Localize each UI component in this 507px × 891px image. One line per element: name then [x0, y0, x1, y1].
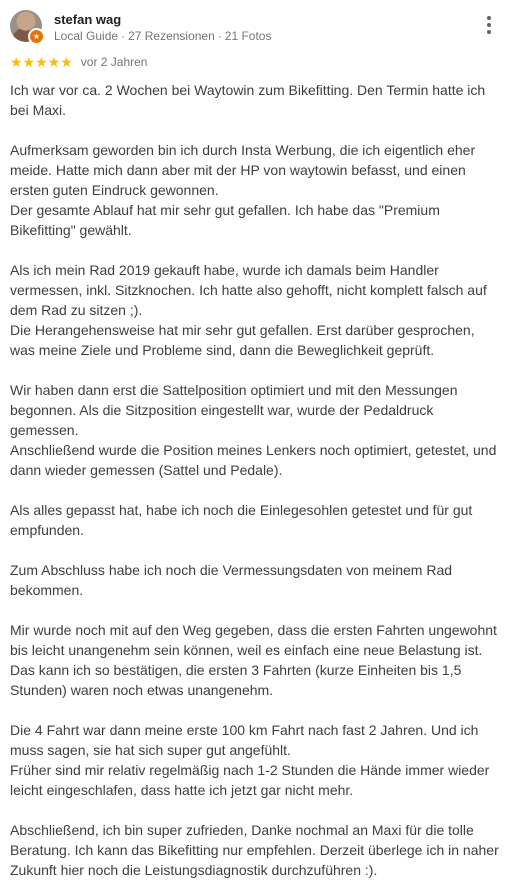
review-line: Als ich mein Rad 2019 gekauft habe, wurde ich damals beim Handler vermessen, inkl. Sitzknochen. Ich hatte also gehofft, nicht komplett falsch auf dem Rad zu sitzen ;).	[10, 262, 487, 318]
review-line: Zum Abschluss habe ich noch die Vermessungsdaten von meinem Rad bekommen.	[10, 562, 453, 598]
reviewer-review-count: 27 Rezensionen	[128, 29, 215, 43]
meta-separator: ·	[121, 29, 126, 43]
review-paragraph	[10, 80, 503, 120]
review-line: Anschließend wurde die Position meines Lenkers noch optimiert, getestet, und dann wieder gemessen (Sattel und Pedale).	[10, 442, 497, 478]
review-line: Wir haben dann erst die Sattelposition optimiert und mit den Messungen begonnen. Als die Sitzposition eingestellt war, wurde der Pedaldruck gemessen.	[10, 382, 458, 438]
review-paragraph	[10, 500, 503, 540]
reviewer-name[interactable]: stefan wag	[54, 12, 122, 27]
review-paragraph	[10, 720, 503, 800]
review-paragraph	[10, 820, 503, 880]
review-line: Die 4 Fahrt war dann meine erste 100 km Fahrt nach fast 2 Jahren. Und ich muss sagen, sie hat sich super gut angefühlt.	[10, 722, 479, 758]
local-guide-badge-icon: ★	[28, 28, 45, 45]
review-rating	[10, 54, 147, 70]
review-line: Mir wurde noch mit auf den Weg gegeben, dass die ersten Fahrten ungewohnt bis leicht unangenehm sein können, weil es einfach eine neue Belastung ist.	[10, 622, 497, 658]
review-paragraph	[10, 140, 503, 240]
reviewer-avatar[interactable]	[10, 10, 42, 42]
review-line: Das kann ich so bestätigen, die ersten 3 Fahrten (kurze Einheiten bis 1,5 Stunden) waren noch etwas unangenehm.	[10, 662, 462, 698]
review-line: Früher sind mir relativ regelmäßig nach 1-2 Stunden die Hände immer wieder leicht eingeschlafen, dass hatte ich jetzt gar nicht mehr.	[10, 762, 490, 798]
reviewer-meta	[54, 29, 271, 43]
review-text	[10, 80, 503, 880]
review-paragraph	[10, 560, 503, 600]
review-line: Der gesamte Ablauf hat mir sehr gut gefallen. Ich habe das "Premium Bikefitting" gewählt.	[10, 202, 440, 238]
review-paragraph	[10, 380, 503, 480]
star-rating-icon: ★★★★★	[10, 54, 73, 70]
reviewer-photo-count: 21 Fotos	[224, 29, 272, 43]
review-line: Abschließend, ich bin super zufrieden, Danke nochmal an Maxi für die tolle Beratung. Ich kann das Bikefitting nur empfehlen. Derzeit überlege ich in naher Zukunft hier noch die Leistungsdiagnostik durchzuführen :).	[10, 822, 499, 878]
review-line: Ich war vor ca. 2 Wochen bei Waytowin zum Bikefitting. Den Termin hatte ich bei Maxi.	[10, 82, 486, 118]
more-options-icon[interactable]	[483, 16, 495, 36]
review-line: Die Herangehensweise hat mir sehr gut gefallen. Erst darüber gesprochen, was meine Ziele und Probleme sind, dann die Beweglichkeit geprüft.	[10, 322, 475, 358]
review-line: Als alles gepasst hat, habe ich noch die Einlegesohlen getestet und für gut empfunden.	[10, 502, 473, 538]
reviewer-role: Local Guide	[54, 29, 119, 43]
review-paragraph	[10, 620, 503, 700]
review-line: Aufmerksam geworden bin ich durch Insta Werbung, die ich eigentlich eher meide. Hatte mich dann aber mit der HP von waytowin befasst, und einen ersten guten Eindruck gewonnen.	[10, 142, 476, 198]
review-header	[10, 10, 497, 46]
review-paragraph	[10, 260, 503, 360]
review-time: vor 2 Jahren	[80, 55, 148, 69]
meta-separator: ·	[217, 29, 222, 43]
